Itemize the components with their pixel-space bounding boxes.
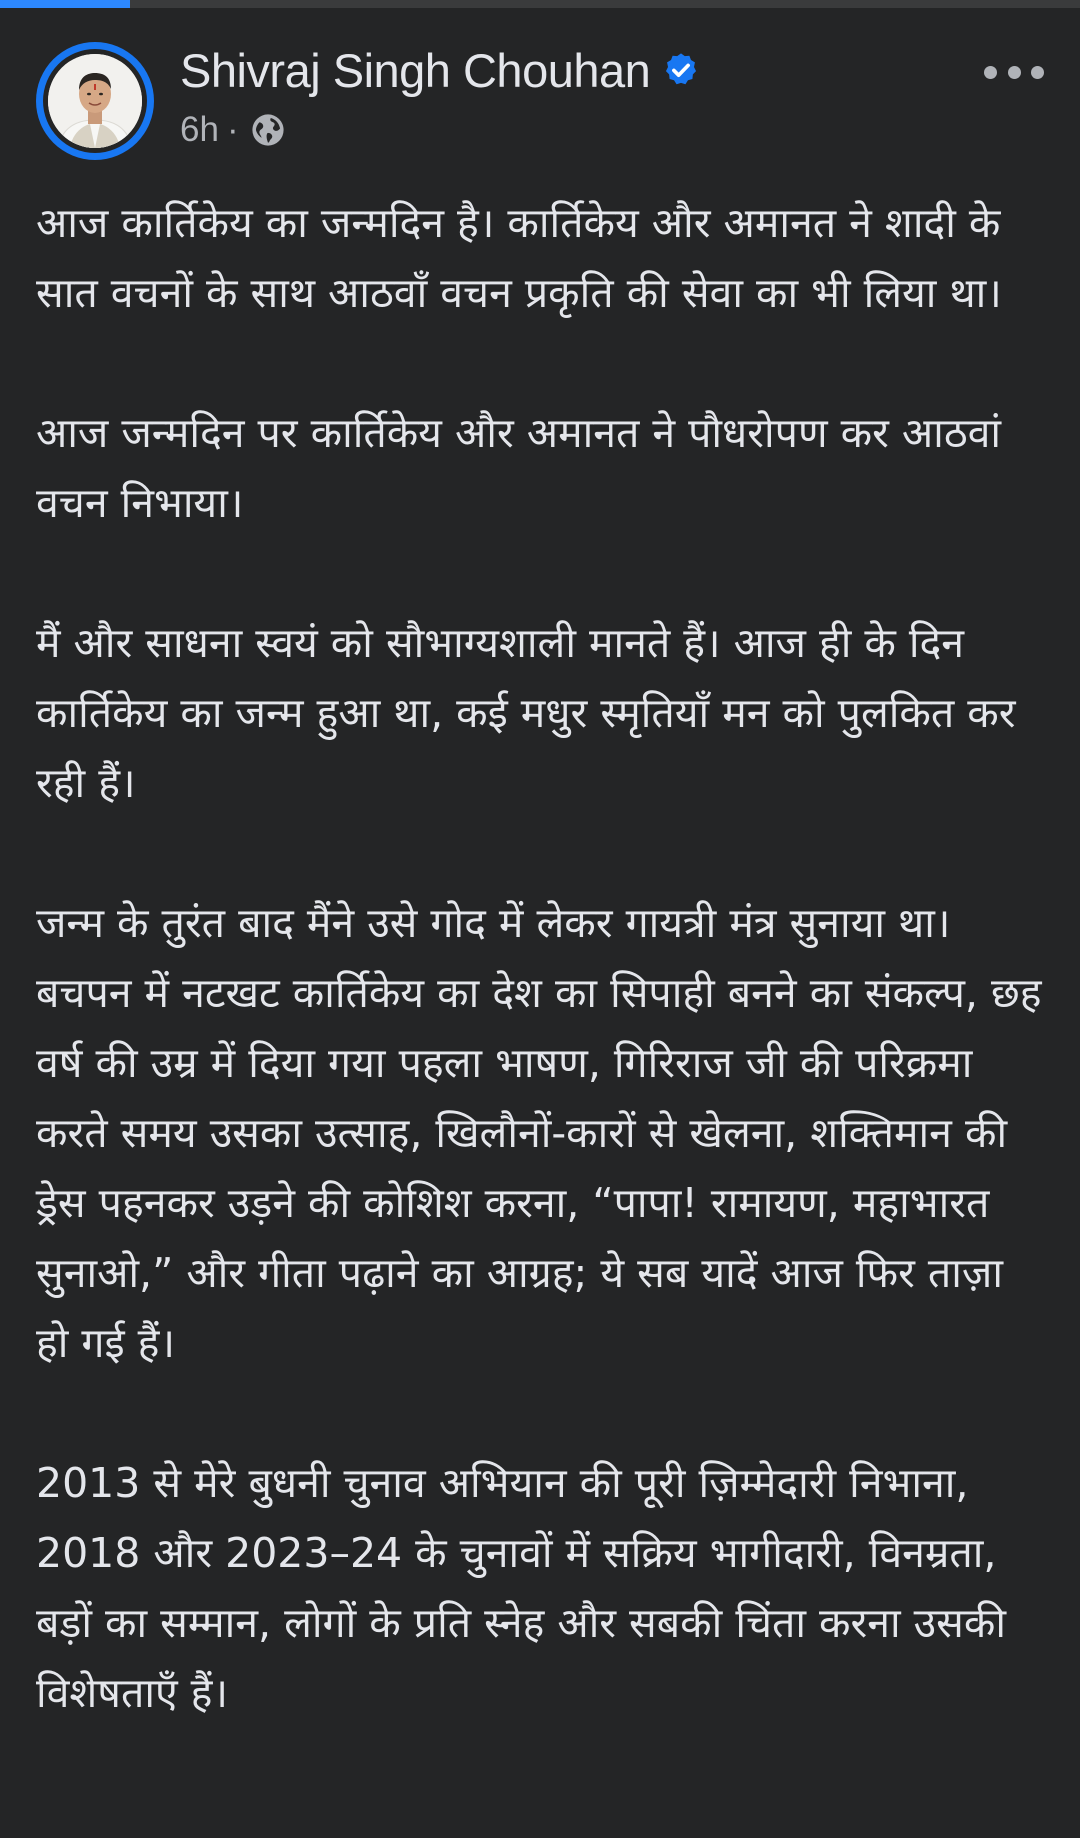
verified-badge-icon: [662, 51, 700, 89]
globe-icon: [251, 113, 285, 147]
post-paragraph: मैं और साधना स्वयं को सौभाग्यशाली मानते हैं। आज ही के दिन कार्तिकेय का जन्म हुआ था, कई मधुर स्मृतियाँ मन को पुलकित कर रही हैं।: [36, 619, 1016, 807]
post-text: [36, 188, 1046, 1798]
more-options-button[interactable]: [984, 52, 1044, 92]
post-header: [36, 42, 1044, 160]
meta-separator: ·: [226, 110, 239, 149]
post-paragraph: जन्म के तुरंत बाद मैंने उसे गोद में लेकर गायत्री मंत्र सुनाया था। बचपन में नटखट कार्तिकेय का देश का सिपाही बनने का संकल्प, छह वर्ष की उम्र में दिया गया पहला भाषण, गिरिराज जी की परिक्रमा करते समय उसका उत्साह, खिलौनों-कारों से खेलना, शक्तिमान की ड्रेस पहनकर उड़ने की कोशिश करना, “पापा! रामायण, महाभारत सुनाओ,” और गीता पढ़ाने का आग्रह; ये सब यादें आज फिर ताज़ा हो गई हैं।: [36, 899, 1042, 1367]
story-progress-track: [0, 0, 1080, 8]
post-paragraph: आज कार्तिकेय का जन्मदिन है। कार्तिकेय और अमानत ने शादी के सात वचनों के साथ आठवाँ वचन प्रकृति की सेवा का भी लिया था।: [36, 199, 1002, 317]
post-paragraph: आज जन्मदिन पर कार्तिकेय और अमानत ने पौधरोपण कर आठवां वचन निभाया।: [36, 409, 1002, 527]
author-line: [180, 42, 700, 98]
post-meta: [180, 108, 285, 152]
post-paragraph: 2013 से मेरे बुधनी चुनाव अभियान की पूरी ज़िम्मेदारी निभाना, 2018 और 2023–24 के चुनावों में सक्रिय भागीदारी, विनम्रता, बड़ों का सम्मान, लोगों के प्रति स्नेह और सबकी चिंता करना उसकी विशेषताएँ हैं।: [36, 1459, 1006, 1717]
post-time[interactable]: 6h: [180, 110, 219, 149]
avatar-photo: [48, 54, 142, 148]
avatar[interactable]: [36, 42, 154, 160]
story-progress-fill: [0, 0, 130, 8]
more-options-icon: [984, 66, 997, 79]
author-name[interactable]: Shivraj Singh Chouhan: [180, 43, 651, 97]
